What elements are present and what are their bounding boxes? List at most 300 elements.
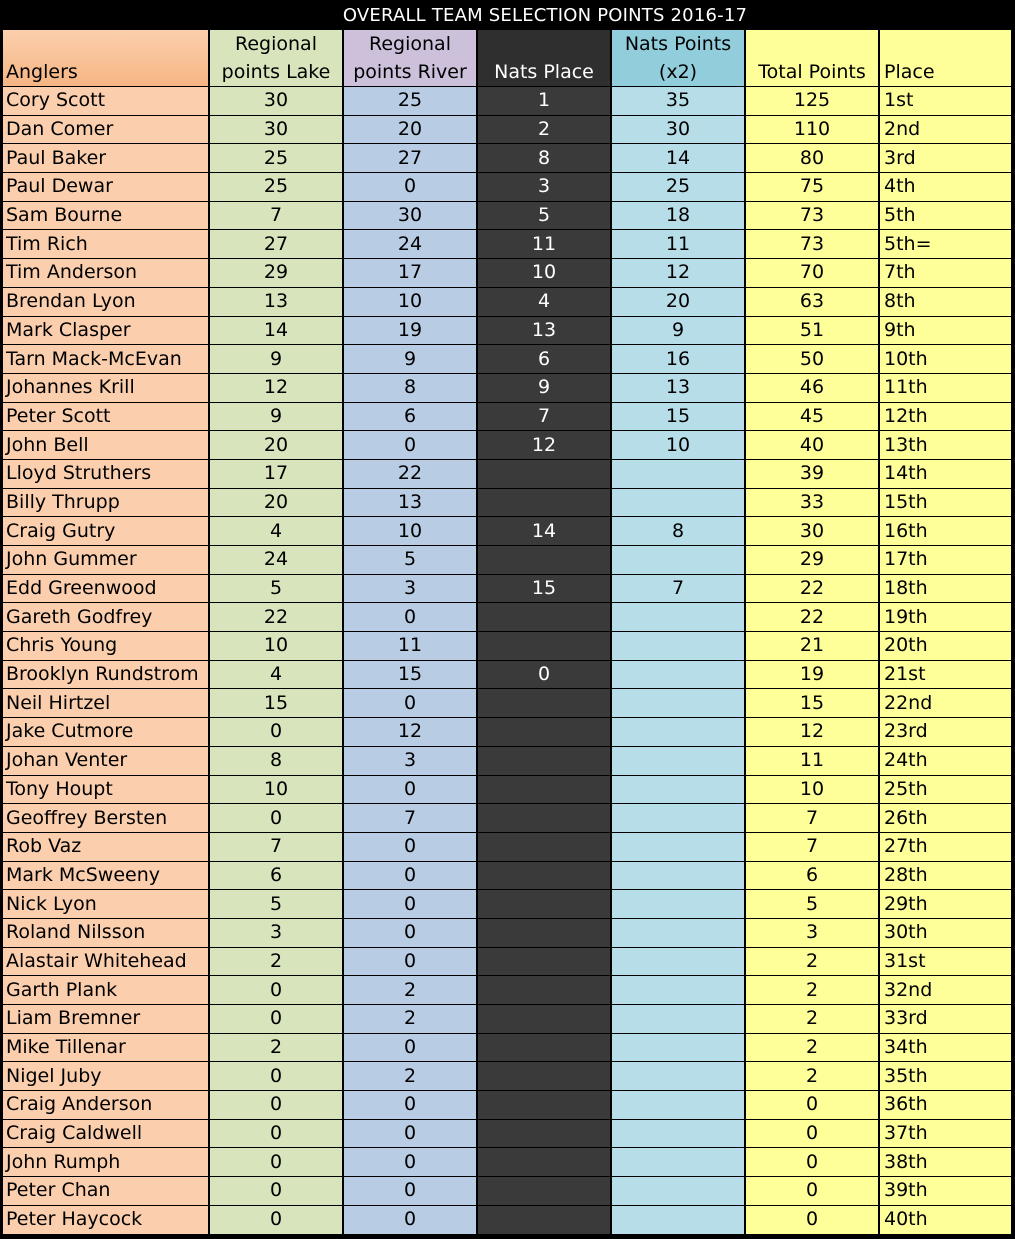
cell-nats-place[interactable] xyxy=(478,718,610,746)
cell-nats-place[interactable]: 12 xyxy=(478,431,610,459)
cell-total-points[interactable]: 0 xyxy=(746,1091,878,1119)
cell-nats-place[interactable] xyxy=(478,1206,610,1234)
cell-total-points[interactable]: 3 xyxy=(746,919,878,947)
cell-regional-lake[interactable]: 27 xyxy=(210,230,342,258)
cell-place[interactable]: 13th xyxy=(880,431,1011,459)
cell-nats-points[interactable] xyxy=(612,460,744,488)
cell-place[interactable]: 32nd xyxy=(880,976,1011,1004)
cell-total-points[interactable]: 51 xyxy=(746,317,878,345)
cell-total-points[interactable]: 7 xyxy=(746,804,878,832)
cell-place[interactable]: 8th xyxy=(880,288,1011,316)
header-row xyxy=(3,30,1011,86)
cell-nats-place[interactable] xyxy=(478,1148,610,1176)
cell-total-points[interactable]: 6 xyxy=(746,862,878,890)
cell-nats-place[interactable]: 11 xyxy=(478,230,610,258)
cell-place[interactable]: 1st xyxy=(880,87,1011,115)
table-row xyxy=(3,976,1011,1004)
cell-total-points[interactable]: 50 xyxy=(746,345,878,373)
cell-regional-lake[interactable]: 14 xyxy=(210,317,342,345)
cell-angler[interactable]: John Gummer xyxy=(3,546,208,574)
cell-place[interactable]: 10th xyxy=(880,345,1011,373)
cell-total-points[interactable]: 7 xyxy=(746,833,878,861)
cell-angler[interactable]: Sam Bourne xyxy=(3,202,208,230)
cell-regional-lake[interactable]: 7 xyxy=(210,833,342,861)
cell-nats-place[interactable]: 6 xyxy=(478,345,610,373)
cell-nats-points[interactable] xyxy=(612,632,744,660)
cell-place[interactable]: 2nd xyxy=(880,116,1011,144)
cell-angler[interactable]: Paul Baker xyxy=(3,144,208,172)
cell-regional-river[interactable]: 3 xyxy=(344,747,476,775)
cell-regional-lake[interactable]: 20 xyxy=(210,431,342,459)
cell-angler[interactable]: Lloyd Struthers xyxy=(3,460,208,488)
cell-nats-points[interactable] xyxy=(612,1206,744,1234)
cell-angler[interactable]: Mike Tillenar xyxy=(3,1034,208,1062)
cell-angler[interactable]: Rob Vaz xyxy=(3,833,208,861)
cell-place[interactable]: 33rd xyxy=(880,1005,1011,1033)
cell-regional-lake[interactable]: 0 xyxy=(210,718,342,746)
cell-regional-river[interactable]: 24 xyxy=(344,230,476,258)
cell-regional-lake[interactable]: 15 xyxy=(210,689,342,717)
cell-angler[interactable]: Johan Venter xyxy=(3,747,208,775)
cell-angler[interactable]: Peter Haycock xyxy=(3,1206,208,1234)
cell-total-points[interactable]: 22 xyxy=(746,603,878,631)
cell-nats-place[interactable]: 8 xyxy=(478,144,610,172)
cell-nats-place[interactable] xyxy=(478,546,610,574)
cell-total-points[interactable]: 0 xyxy=(746,1177,878,1205)
cell-place[interactable]: 7th xyxy=(880,259,1011,287)
standings-table xyxy=(1,29,1013,1235)
cell-nats-points[interactable]: 14 xyxy=(612,144,744,172)
header-nats-place[interactable]: Nats Place xyxy=(478,30,610,86)
cell-nats-place[interactable] xyxy=(478,747,610,775)
cell-nats-points[interactable] xyxy=(612,890,744,918)
cell-total-points[interactable]: 10 xyxy=(746,776,878,804)
cell-angler[interactable]: Tarn Mack-McEvan xyxy=(3,345,208,373)
cell-nats-place[interactable]: 10 xyxy=(478,259,610,287)
cell-nats-place[interactable] xyxy=(478,689,610,717)
cell-regional-river[interactable]: 12 xyxy=(344,718,476,746)
cell-place[interactable]: 9th xyxy=(880,317,1011,345)
cell-total-points[interactable]: 15 xyxy=(746,689,878,717)
cell-nats-place[interactable] xyxy=(478,1005,610,1033)
cell-nats-points[interactable]: 16 xyxy=(612,345,744,373)
cell-nats-points[interactable]: 25 xyxy=(612,173,744,201)
cell-nats-place[interactable]: 2 xyxy=(478,116,610,144)
cell-regional-river[interactable]: 0 xyxy=(344,948,476,976)
cell-place[interactable]: 27th xyxy=(880,833,1011,861)
table-row xyxy=(3,632,1011,660)
cell-regional-river[interactable]: 25 xyxy=(344,87,476,115)
header-nats-points[interactable] xyxy=(612,30,744,86)
cell-regional-river[interactable]: 2 xyxy=(344,1062,476,1090)
cell-place[interactable]: 25th xyxy=(880,776,1011,804)
cell-regional-lake[interactable]: 4 xyxy=(210,661,342,689)
cell-nats-points[interactable]: 35 xyxy=(612,87,744,115)
cell-total-points[interactable]: 29 xyxy=(746,546,878,574)
cell-total-points[interactable]: 73 xyxy=(746,230,878,258)
cell-nats-place[interactable] xyxy=(478,776,610,804)
cell-nats-place[interactable] xyxy=(478,603,610,631)
cell-regional-river[interactable]: 0 xyxy=(344,1034,476,1062)
cell-total-points[interactable]: 2 xyxy=(746,948,878,976)
cell-regional-river[interactable]: 2 xyxy=(344,1005,476,1033)
cell-angler[interactable]: Cory Scott xyxy=(3,87,208,115)
cell-angler[interactable]: Roland Nilsson xyxy=(3,919,208,947)
cell-nats-points[interactable] xyxy=(612,747,744,775)
cell-nats-points[interactable]: 15 xyxy=(612,403,744,431)
cell-total-points[interactable]: 2 xyxy=(746,976,878,1004)
cell-angler[interactable]: Craig Anderson xyxy=(3,1091,208,1119)
cell-place[interactable]: 3rd xyxy=(880,144,1011,172)
header-total-points[interactable]: Total Points xyxy=(746,30,878,86)
cell-nats-points[interactable] xyxy=(612,1034,744,1062)
cell-total-points[interactable]: 63 xyxy=(746,288,878,316)
header-regional-lake[interactable] xyxy=(210,30,342,86)
cell-regional-river[interactable]: 17 xyxy=(344,259,476,287)
cell-regional-river[interactable]: 0 xyxy=(344,919,476,947)
cell-total-points[interactable]: 39 xyxy=(746,460,878,488)
cell-nats-points[interactable]: 9 xyxy=(612,317,744,345)
cell-regional-river[interactable]: 0 xyxy=(344,862,476,890)
cell-regional-lake[interactable]: 2 xyxy=(210,1034,342,1062)
cell-nats-place[interactable]: 15 xyxy=(478,575,610,603)
cell-nats-place[interactable]: 7 xyxy=(478,403,610,431)
cell-nats-points[interactable] xyxy=(612,776,744,804)
cell-angler[interactable]: Geoffrey Bersten xyxy=(3,804,208,832)
cell-angler[interactable]: Chris Young xyxy=(3,632,208,660)
cell-place[interactable]: 4th xyxy=(880,173,1011,201)
cell-regional-lake[interactable]: 25 xyxy=(210,144,342,172)
cell-angler[interactable]: Craig Caldwell xyxy=(3,1120,208,1148)
cell-angler[interactable]: Nigel Juby xyxy=(3,1062,208,1090)
cell-total-points[interactable]: 45 xyxy=(746,403,878,431)
cell-total-points[interactable]: 0 xyxy=(746,1120,878,1148)
cell-angler[interactable]: Billy Thrupp xyxy=(3,489,208,517)
cell-regional-river[interactable]: 0 xyxy=(344,689,476,717)
cell-nats-points[interactable] xyxy=(612,976,744,1004)
table-row xyxy=(3,460,1011,488)
cell-nats-points[interactable] xyxy=(612,489,744,517)
cell-angler[interactable]: Jake Cutmore xyxy=(3,718,208,746)
cell-nats-points[interactable] xyxy=(612,919,744,947)
cell-place[interactable]: 11th xyxy=(880,374,1011,402)
cell-regional-river[interactable]: 10 xyxy=(344,517,476,545)
cell-total-points[interactable]: 11 xyxy=(746,747,878,775)
cell-place[interactable]: 5th= xyxy=(880,230,1011,258)
cell-nats-place[interactable] xyxy=(478,460,610,488)
cell-nats-points[interactable]: 12 xyxy=(612,259,744,287)
cell-nats-points[interactable] xyxy=(612,833,744,861)
cell-nats-points[interactable] xyxy=(612,1091,744,1119)
cell-regional-lake[interactable]: 17 xyxy=(210,460,342,488)
cell-regional-lake[interactable]: 5 xyxy=(210,575,342,603)
cell-nats-place[interactable]: 13 xyxy=(478,317,610,345)
cell-total-points[interactable]: 40 xyxy=(746,431,878,459)
cell-regional-river[interactable]: 0 xyxy=(344,833,476,861)
cell-nats-points[interactable] xyxy=(612,718,744,746)
cell-regional-river[interactable]: 13 xyxy=(344,489,476,517)
cell-place[interactable]: 18th xyxy=(880,575,1011,603)
cell-total-points[interactable]: 2 xyxy=(746,1005,878,1033)
cell-place[interactable]: 34th xyxy=(880,1034,1011,1062)
cell-regional-river[interactable]: 27 xyxy=(344,144,476,172)
cell-regional-lake[interactable]: 2 xyxy=(210,948,342,976)
cell-nats-place[interactable]: 5 xyxy=(478,202,610,230)
cell-place[interactable]: 28th xyxy=(880,862,1011,890)
cell-regional-river[interactable]: 0 xyxy=(344,1206,476,1234)
cell-total-points[interactable]: 46 xyxy=(746,374,878,402)
cell-angler[interactable]: Liam Bremner xyxy=(3,1005,208,1033)
cell-regional-river[interactable]: 0 xyxy=(344,1148,476,1176)
cell-regional-lake[interactable]: 12 xyxy=(210,374,342,402)
table-row xyxy=(3,317,1011,345)
cell-angler[interactable]: Mark Clasper xyxy=(3,317,208,345)
cell-nats-place[interactable] xyxy=(478,948,610,976)
cell-total-points[interactable]: 2 xyxy=(746,1062,878,1090)
cell-angler[interactable]: Gareth Godfrey xyxy=(3,603,208,631)
cell-nats-place[interactable]: 3 xyxy=(478,173,610,201)
cell-nats-place[interactable]: 4 xyxy=(478,288,610,316)
cell-nats-points[interactable]: 30 xyxy=(612,116,744,144)
cell-regional-river[interactable]: 0 xyxy=(344,173,476,201)
cell-regional-river[interactable]: 9 xyxy=(344,345,476,373)
cell-total-points[interactable]: 125 xyxy=(746,87,878,115)
cell-regional-lake[interactable]: 10 xyxy=(210,776,342,804)
cell-nats-place[interactable] xyxy=(478,862,610,890)
cell-nats-place[interactable] xyxy=(478,919,610,947)
cell-angler[interactable]: John Bell xyxy=(3,431,208,459)
cell-nats-points[interactable]: 7 xyxy=(612,575,744,603)
cell-total-points[interactable]: 2 xyxy=(746,1034,878,1062)
cell-regional-lake[interactable]: 10 xyxy=(210,632,342,660)
cell-place[interactable]: 22nd xyxy=(880,689,1011,717)
cell-angler[interactable]: Alastair Whitehead xyxy=(3,948,208,976)
cell-regional-river[interactable]: 0 xyxy=(344,1177,476,1205)
cell-regional-lake[interactable]: 0 xyxy=(210,976,342,1004)
cell-nats-place[interactable]: 0 xyxy=(478,661,610,689)
cell-nats-points[interactable]: 20 xyxy=(612,288,744,316)
cell-angler[interactable]: Tony Houpt xyxy=(3,776,208,804)
cell-nats-points[interactable]: 10 xyxy=(612,431,744,459)
cell-nats-points[interactable] xyxy=(612,1120,744,1148)
cell-regional-lake[interactable]: 0 xyxy=(210,1177,342,1205)
cell-total-points[interactable]: 75 xyxy=(746,173,878,201)
cell-regional-river[interactable]: 10 xyxy=(344,288,476,316)
cell-regional-lake[interactable]: 4 xyxy=(210,517,342,545)
cell-place[interactable]: 17th xyxy=(880,546,1011,574)
cell-place[interactable]: 26th xyxy=(880,804,1011,832)
cell-regional-lake[interactable]: 0 xyxy=(210,1005,342,1033)
cell-place[interactable]: 39th xyxy=(880,1177,1011,1205)
cell-total-points[interactable]: 33 xyxy=(746,489,878,517)
cell-nats-place[interactable] xyxy=(478,1034,610,1062)
cell-angler[interactable]: Edd Greenwood xyxy=(3,575,208,603)
cell-regional-river[interactable]: 0 xyxy=(344,890,476,918)
header-regional-river[interactable] xyxy=(344,30,476,86)
cell-regional-river[interactable]: 8 xyxy=(344,374,476,402)
cell-regional-river[interactable]: 3 xyxy=(344,575,476,603)
cell-total-points[interactable]: 5 xyxy=(746,890,878,918)
cell-regional-lake[interactable]: 9 xyxy=(210,345,342,373)
cell-nats-place[interactable] xyxy=(478,1062,610,1090)
cell-angler[interactable]: Peter Scott xyxy=(3,403,208,431)
cell-nats-points[interactable] xyxy=(612,804,744,832)
cell-regional-river[interactable]: 11 xyxy=(344,632,476,660)
cell-place[interactable]: 14th xyxy=(880,460,1011,488)
cell-regional-lake[interactable]: 30 xyxy=(210,87,342,115)
cell-regional-lake[interactable]: 0 xyxy=(210,804,342,832)
cell-nats-points[interactable]: 18 xyxy=(612,202,744,230)
cell-total-points[interactable]: 22 xyxy=(746,575,878,603)
cell-regional-lake[interactable]: 22 xyxy=(210,603,342,631)
cell-place[interactable]: 30th xyxy=(880,919,1011,947)
cell-regional-lake[interactable]: 6 xyxy=(210,862,342,890)
table-row xyxy=(3,661,1011,689)
cell-angler[interactable]: Tim Anderson xyxy=(3,259,208,287)
cell-nats-place[interactable] xyxy=(478,976,610,1004)
cell-regional-river[interactable]: 22 xyxy=(344,460,476,488)
cell-angler[interactable]: Dan Comer xyxy=(3,116,208,144)
cell-angler[interactable]: John Rumph xyxy=(3,1148,208,1176)
cell-regional-river[interactable]: 15 xyxy=(344,661,476,689)
cell-place[interactable]: 16th xyxy=(880,517,1011,545)
cell-angler[interactable]: Neil Hirtzel xyxy=(3,689,208,717)
cell-nats-place[interactable] xyxy=(478,890,610,918)
cell-regional-lake[interactable]: 8 xyxy=(210,747,342,775)
cell-angler[interactable]: Tim Rich xyxy=(3,230,208,258)
cell-regional-river[interactable]: 7 xyxy=(344,804,476,832)
cell-nats-place[interactable]: 1 xyxy=(478,87,610,115)
cell-regional-river[interactable]: 0 xyxy=(344,776,476,804)
cell-regional-lake[interactable]: 0 xyxy=(210,1206,342,1234)
cell-regional-river[interactable]: 6 xyxy=(344,403,476,431)
cell-nats-points[interactable] xyxy=(612,1005,744,1033)
cell-total-points[interactable]: 0 xyxy=(746,1206,878,1234)
cell-regional-river[interactable]: 0 xyxy=(344,1120,476,1148)
cell-regional-river[interactable]: 2 xyxy=(344,976,476,1004)
cell-total-points[interactable]: 110 xyxy=(746,116,878,144)
cell-regional-lake[interactable]: 5 xyxy=(210,890,342,918)
cell-regional-lake[interactable]: 20 xyxy=(210,489,342,517)
cell-angler[interactable]: Peter Chan xyxy=(3,1177,208,1205)
cell-regional-lake[interactable]: 0 xyxy=(210,1062,342,1090)
cell-place[interactable]: 19th xyxy=(880,603,1011,631)
cell-place[interactable]: 15th xyxy=(880,489,1011,517)
cell-place[interactable]: 38th xyxy=(880,1148,1011,1176)
cell-nats-place[interactable]: 14 xyxy=(478,517,610,545)
cell-regional-lake[interactable]: 29 xyxy=(210,259,342,287)
cell-regional-lake[interactable]: 7 xyxy=(210,202,342,230)
cell-total-points[interactable]: 70 xyxy=(746,259,878,287)
cell-nats-points[interactable] xyxy=(612,661,744,689)
cell-total-points[interactable]: 19 xyxy=(746,661,878,689)
cell-place[interactable]: 5th xyxy=(880,202,1011,230)
cell-place[interactable]: 36th xyxy=(880,1091,1011,1119)
cell-regional-lake[interactable]: 30 xyxy=(210,116,342,144)
cell-total-points[interactable]: 0 xyxy=(746,1148,878,1176)
table-row xyxy=(3,87,1011,115)
cell-nats-points[interactable] xyxy=(612,1177,744,1205)
cell-nats-points[interactable] xyxy=(612,1062,744,1090)
cell-regional-river[interactable]: 0 xyxy=(344,603,476,631)
cell-place[interactable]: 29th xyxy=(880,890,1011,918)
cell-place[interactable]: 20th xyxy=(880,632,1011,660)
cell-regional-lake[interactable]: 3 xyxy=(210,919,342,947)
cell-regional-river[interactable]: 0 xyxy=(344,1091,476,1119)
cell-total-points[interactable]: 80 xyxy=(746,144,878,172)
cell-place[interactable]: 37th xyxy=(880,1120,1011,1148)
cell-regional-lake[interactable]: 24 xyxy=(210,546,342,574)
cell-angler[interactable]: Nick Lyon xyxy=(3,890,208,918)
cell-nats-place[interactable] xyxy=(478,1120,610,1148)
header-place[interactable]: Place xyxy=(880,30,1011,86)
cell-place[interactable]: 23rd xyxy=(880,718,1011,746)
cell-nats-points[interactable] xyxy=(612,603,744,631)
table-row xyxy=(3,890,1011,918)
header-anglers[interactable]: Anglers xyxy=(3,30,208,86)
cell-total-points[interactable]: 12 xyxy=(746,718,878,746)
cell-angler[interactable]: Brooklyn Rundstrom xyxy=(3,661,208,689)
cell-place[interactable]: 24th xyxy=(880,747,1011,775)
cell-nats-points[interactable] xyxy=(612,862,744,890)
cell-angler[interactable]: Mark McSweeny xyxy=(3,862,208,890)
cell-regional-lake[interactable]: 25 xyxy=(210,173,342,201)
cell-regional-lake[interactable]: 0 xyxy=(210,1091,342,1119)
table-row xyxy=(3,202,1011,230)
cell-angler[interactable]: Craig Gutry xyxy=(3,517,208,545)
cell-nats-place[interactable] xyxy=(478,833,610,861)
cell-angler[interactable]: Brendan Lyon xyxy=(3,288,208,316)
cell-nats-points[interactable] xyxy=(612,546,744,574)
cell-total-points[interactable]: 73 xyxy=(746,202,878,230)
table-row xyxy=(3,804,1011,832)
cell-angler[interactable]: Paul Dewar xyxy=(3,173,208,201)
cell-total-points[interactable]: 30 xyxy=(746,517,878,545)
cell-nats-place[interactable]: 9 xyxy=(478,374,610,402)
cell-regional-lake[interactable]: 0 xyxy=(210,1120,342,1148)
table-row xyxy=(3,948,1011,976)
cell-place[interactable]: 31st xyxy=(880,948,1011,976)
cell-place[interactable]: 12th xyxy=(880,403,1011,431)
cell-nats-points[interactable]: 8 xyxy=(612,517,744,545)
cell-nats-points[interactable] xyxy=(612,1148,744,1176)
cell-place[interactable]: 21st xyxy=(880,661,1011,689)
cell-regional-river[interactable]: 30 xyxy=(344,202,476,230)
cell-nats-place[interactable] xyxy=(478,489,610,517)
cell-nats-points[interactable]: 13 xyxy=(612,374,744,402)
cell-regional-river[interactable]: 20 xyxy=(344,116,476,144)
cell-nats-place[interactable] xyxy=(478,632,610,660)
cell-nats-place[interactable] xyxy=(478,804,610,832)
cell-nats-points[interactable] xyxy=(612,689,744,717)
cell-nats-place[interactable] xyxy=(478,1091,610,1119)
cell-regional-lake[interactable]: 13 xyxy=(210,288,342,316)
cell-regional-river[interactable]: 0 xyxy=(344,431,476,459)
cell-angler[interactable]: Johannes Krill xyxy=(3,374,208,402)
cell-regional-lake[interactable]: 0 xyxy=(210,1148,342,1176)
cell-total-points[interactable]: 21 xyxy=(746,632,878,660)
cell-nats-points[interactable] xyxy=(612,948,744,976)
cell-place[interactable]: 40th xyxy=(880,1206,1011,1234)
cell-regional-river[interactable]: 5 xyxy=(344,546,476,574)
cell-place[interactable]: 35th xyxy=(880,1062,1011,1090)
cell-nats-place[interactable] xyxy=(478,1177,610,1205)
cell-nats-points[interactable]: 11 xyxy=(612,230,744,258)
header-nats-points-line1: Nats Points xyxy=(624,33,732,55)
cell-angler[interactable]: Garth Plank xyxy=(3,976,208,1004)
cell-regional-river[interactable]: 19 xyxy=(344,317,476,345)
cell-regional-lake[interactable]: 9 xyxy=(210,403,342,431)
